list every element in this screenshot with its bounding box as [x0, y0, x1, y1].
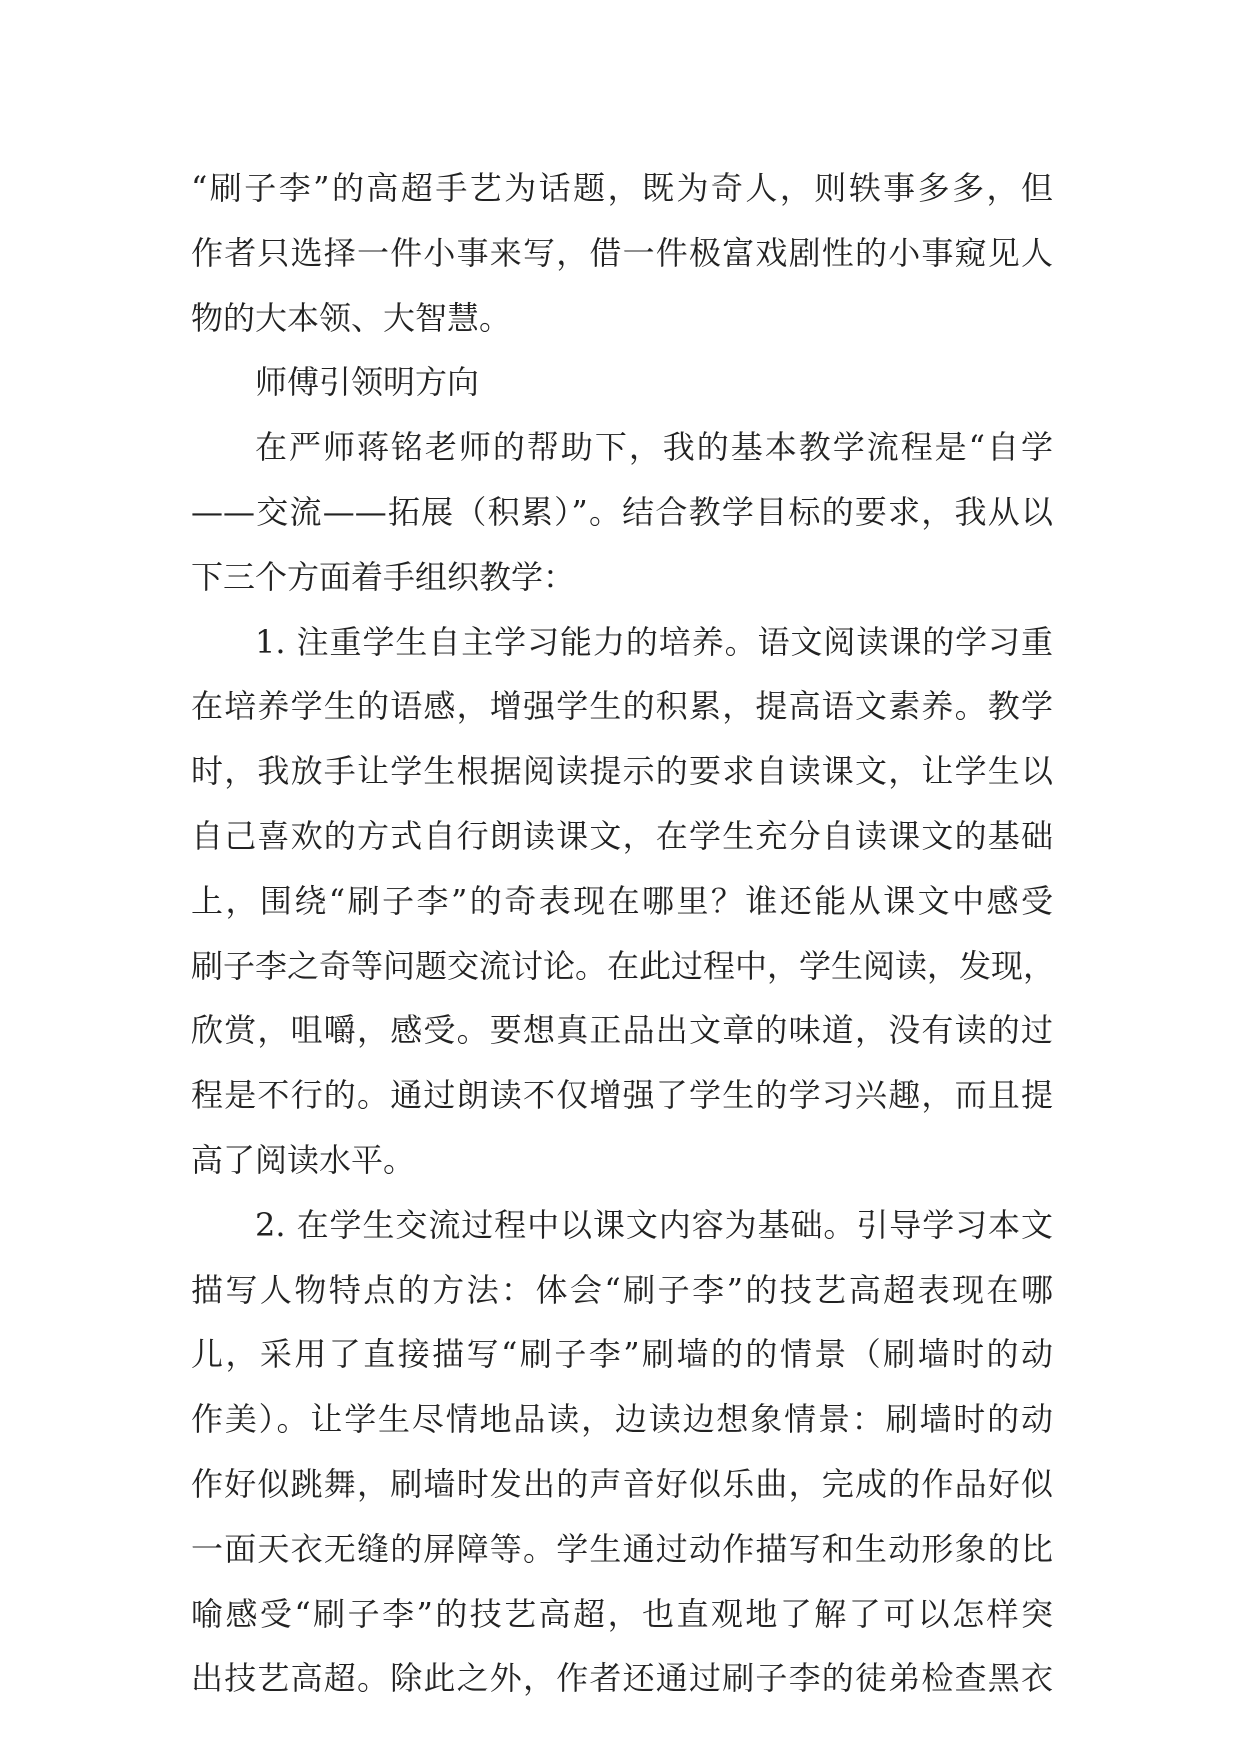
text-line: 物的大本领、大智慧。 [191, 298, 512, 337]
text-line: 在培养学生的语感，增强学生的积累，提高语文素养。教学 [191, 687, 1053, 726]
text-line: 描写人物特点的方法：体会“刷子李”的技艺高超表现在哪 [191, 1270, 1053, 1309]
text-line: 高了阅读水平。 [191, 1140, 416, 1179]
text-line: 喻感受“刷子李”的技艺高超，也直观地了解了可以怎样突 [191, 1594, 1053, 1633]
text-line: 作者只选择一件小事来写，借一件极富戏剧性的小事窥见人 [191, 233, 1053, 272]
text-line: 上，围绕“刷子李”的奇表现在哪里？谁还能从课文中感受 [191, 881, 1053, 920]
text-line: 作好似跳舞，刷墙时发出的声音好似乐曲，完成的作品好似 [191, 1464, 1053, 1503]
text-line: 儿，采用了直接描写“刷子李”刷墙的的情景（刷墙时的动 [191, 1335, 1053, 1374]
text-line: 2. 在学生交流过程中以课文内容为基础。引导学习本文 [255, 1205, 1053, 1244]
text-line: 欣赏，咀嚼，感受。要想真正品出文章的味道，没有读的过 [191, 1011, 1053, 1050]
text-line: 下三个方面着手组织教学： [191, 557, 576, 596]
text-line: “刷子李”的高超手艺为话题，既为奇人，则轶事多多，但 [191, 169, 1053, 207]
body-text [191, 156, 1056, 1711]
text-line: ——交流——拓展（积累）”。结合教学目标的要求，我从以 [191, 492, 1053, 531]
text-line: 刷子李之奇等问题交流讨论。在此过程中，学生阅读，发现， [191, 946, 1056, 985]
section-heading: 师傅引领明方向 [255, 363, 480, 402]
text-line: 一面天衣无缝的屏障等。学生通过动作描写和生动形象的比 [191, 1529, 1053, 1568]
text-line: 程是不行的。通过朗读不仅增强了学生的学习兴趣，而且提 [191, 1076, 1053, 1115]
text-line: 自己喜欢的方式自行朗读课文，在学生充分自读课文的基础 [191, 816, 1053, 855]
text-line: 作美）。让学生尽情地品读，边读边想象情景：刷墙时的动 [191, 1400, 1053, 1439]
text-line: 1. 注重学生自主学习能力的培养。语文阅读课的学习重 [255, 622, 1053, 661]
text-line: 在严师蒋铭老师的帮助下，我的基本教学流程是“自学 [255, 428, 1053, 467]
text-line: 时，我放手让学生根据阅读提示的要求自读课文，让学生以 [191, 752, 1053, 791]
text-line: 出技艺高超。除此之外，作者还通过刷子李的徒弟检查黑衣 [191, 1659, 1053, 1698]
